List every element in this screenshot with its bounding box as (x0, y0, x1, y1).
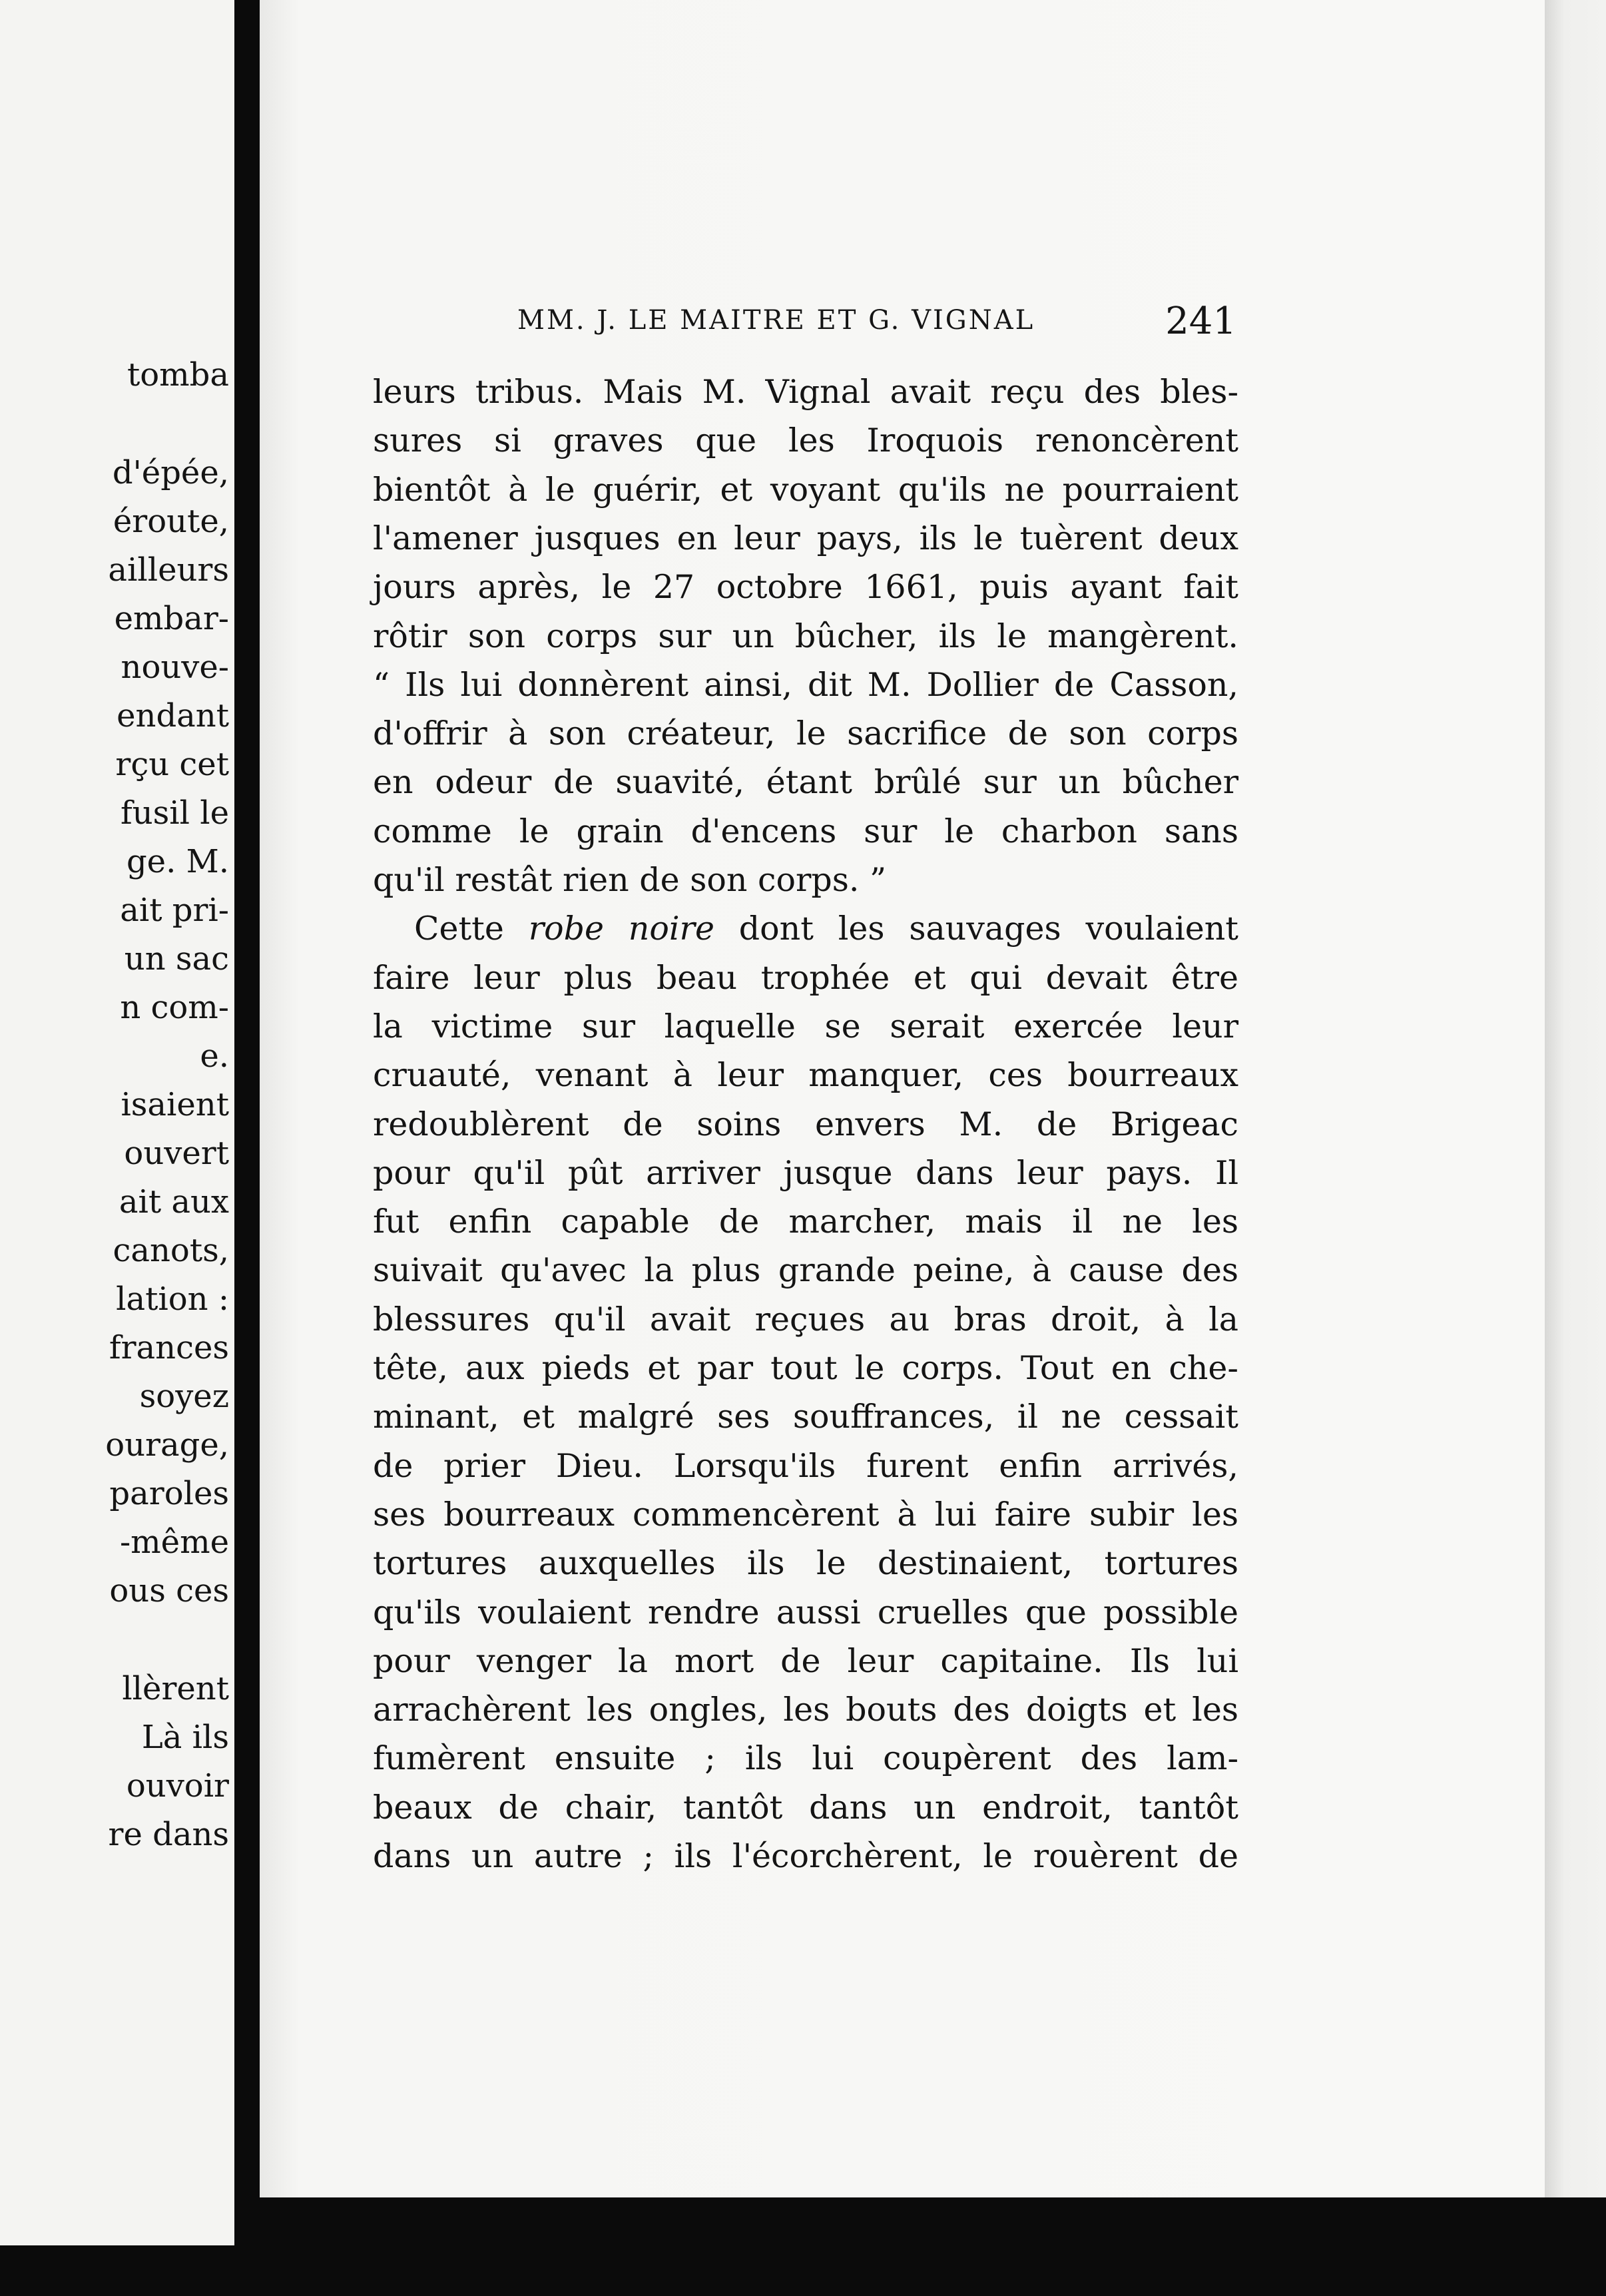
running-title: MM. J. LE MAITRE ET G. VIGNAL (517, 305, 1035, 336)
facing-page-line: ous ces (109, 1572, 229, 1609)
text-line: “ Ils lui donnèrent ainsi, dit M. Dollier de Casson, (373, 665, 1238, 704)
text-line: redoublèrent de soins envers M. de Brigeac (373, 1105, 1238, 1143)
text-line: fumèrent ensuite ; ils lui coupèrent des lam- (373, 1739, 1238, 1778)
facing-page-line: un sac (124, 940, 229, 978)
facing-page-line: ouvoir (126, 1767, 229, 1805)
text-line: dans un autre ; ils l'écorchèrent, le rouèrent de (373, 1837, 1238, 1875)
facing-page-line: -même (119, 1524, 229, 1561)
text-line: Cette robe noire dont les sauvages voulaient (414, 910, 1239, 948)
facing-page-line: endant (117, 697, 229, 734)
facing-page-line: ourage, (105, 1426, 229, 1464)
facing-page-line: llèrent (122, 1670, 229, 1707)
facing-page-line: tomba (127, 356, 229, 394)
text-line: sures si graves que les Iroquois renoncèrent (373, 422, 1238, 460)
text-line: jours après, le 27 octobre 1661, puis ayant fait (373, 568, 1238, 607)
facing-page-line: ait aux (119, 1183, 229, 1221)
text-line: arrachèrent les ongles, les bouts des doigts et les (373, 1691, 1238, 1729)
facing-page-line: ailleurs (108, 551, 229, 589)
text-line: de prier Dieu. Lorsqu'ils furent enfin arrivés, (373, 1446, 1238, 1485)
text-line: tête, aux pieds et par tout le corps. Tout en che- (373, 1349, 1238, 1387)
text-line: qu'il restât rien de son corps. ” (373, 861, 887, 899)
facing-page-line: frances (109, 1329, 229, 1366)
facing-page-line: soyez (139, 1378, 229, 1415)
facing-page-line: éroute, (113, 503, 229, 540)
text-line: ses bourreaux commencèrent à lui faire subir les (373, 1495, 1238, 1534)
text-line: minant, et malgré ses souffrances, il ne cessait (373, 1398, 1238, 1436)
facing-page-line: isaient (121, 1086, 229, 1123)
text-line: beaux de chair, tantôt dans un endroit, tantôt (373, 1788, 1238, 1827)
text-line: bientôt à le guérir, et voyant qu'ils ne pourraient (373, 470, 1238, 509)
text-line: rôtir son corps sur un bûcher, ils le mangèrent. (373, 617, 1238, 655)
facing-page-line: Là ils (141, 1719, 229, 1756)
facing-page-line: e. (200, 1037, 229, 1075)
facing-page-line: canots, (113, 1232, 229, 1269)
book-gutter (234, 0, 260, 2296)
text-line: leurs tribus. Mais M. Vignal avait reçu des bles- (373, 373, 1238, 411)
facing-page-text (0, 0, 234, 2245)
facing-page-line: paroles (109, 1475, 229, 1512)
text-line: pour venger la mort de leur capitaine. Ils lui (373, 1641, 1238, 1680)
running-header (517, 300, 1236, 346)
facing-page-line: nouve- (121, 649, 229, 686)
facing-page-line: rçu cet (115, 746, 229, 783)
facing-page-line: fusil le (120, 794, 229, 832)
text-line: l'amener jusques en leur pays, ils le tuèrent deux (373, 519, 1238, 557)
text-line: cruauté, venant à leur manquer, ces bourreaux (373, 1056, 1238, 1095)
text-line: d'offrir à son créateur, le sacrifice de son corps (373, 715, 1238, 753)
text-line: tortures auxquelles ils le destinaient, tortures (373, 1544, 1238, 1583)
facing-page-line: embar- (114, 600, 229, 637)
text-line: la victime sur laquelle se serait exercée leur (373, 1007, 1238, 1045)
text-line: qu'ils voulaient rendre aussi cruelles que possible (373, 1593, 1238, 1631)
facing-page-line: ouvert (124, 1135, 229, 1172)
text-line: faire leur plus beau trophée et qui devait être (373, 958, 1238, 997)
text-line: blessures qu'il avait reçues au bras droit, à la (373, 1300, 1238, 1338)
text-line: suivait qu'avec la plus grande peine, à cause des (373, 1251, 1238, 1290)
text-line: comme le grain d'encens sur le charbon sans (373, 812, 1238, 850)
page-edge (1545, 0, 1606, 2296)
facing-page-line: re dans (108, 1816, 229, 1853)
facing-page-left (0, 0, 234, 2245)
scan-border-bottom (260, 2197, 1606, 2296)
text-line: fut enfin capable de marcher, mais il ne les (373, 1203, 1238, 1241)
text-line: en odeur de suavité, étant brûlé sur un bûcher (373, 763, 1238, 802)
facing-page-line: d'épée, (112, 454, 229, 491)
facing-page-line: ge. M. (126, 843, 229, 880)
text-line: pour qu'il pût arriver jusque dans leur pays. Il (373, 1153, 1238, 1192)
facing-page-line: ait pri- (120, 892, 229, 929)
facing-page-line: n com- (120, 989, 229, 1026)
page-number: 241 (1165, 300, 1236, 343)
facing-page-line: lation : (116, 1281, 229, 1318)
